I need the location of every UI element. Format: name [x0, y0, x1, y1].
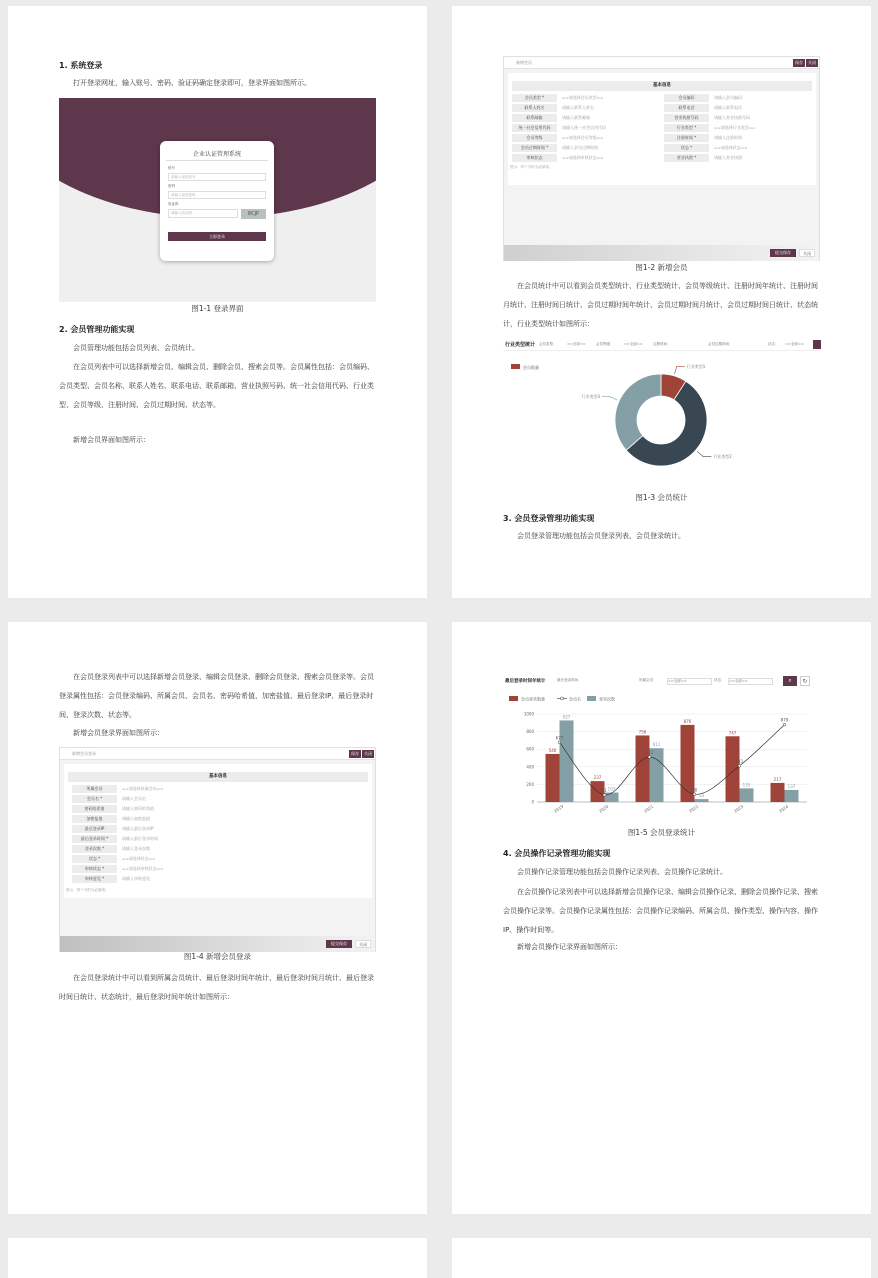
paragraph: 打开登录网址，输入账号、密码、验证码确定登录即可，登录界面如图所示。: [73, 79, 311, 87]
y-tick-label: 800: [526, 729, 534, 735]
line-point: [783, 723, 786, 726]
slice-label: 行业类型1: [686, 363, 706, 369]
form-field-input[interactable]: 请输入统一社会信用代码: [562, 125, 606, 130]
y-tick-label: 0: [531, 799, 534, 805]
bar-value-label: 756: [638, 729, 647, 735]
legend-marker: [561, 697, 564, 700]
line-point: [738, 764, 741, 767]
bar: [636, 735, 650, 802]
close-button[interactable]: 关闭: [364, 751, 372, 756]
form-field-input[interactable]: ==请选择所属会员==: [122, 786, 164, 791]
y-tick-label: 400: [526, 764, 534, 770]
bar-value-label: 611: [652, 742, 661, 748]
paragraph: 在会员列表中可以选择新增会员、编辑会员、删除会员、搜索会员等。会员属性包括：会员编码、会员类型、会员名称、联系人姓名、联系电话、联系邮箱、营业执照号码、统一社会信用代码、行业类型、会员等级、注册时间、会员过期时间、状态等。: [59, 363, 374, 409]
bar: [605, 793, 619, 802]
user-label: 账号: [168, 166, 175, 170]
line-point: [558, 741, 561, 744]
form-field-input[interactable]: ==请选择行业类型==: [714, 125, 756, 130]
bar-value-label: 546: [548, 747, 557, 753]
form-field-label: 联系邮箱: [512, 114, 557, 122]
breadcrumb: 新增会员: [516, 60, 532, 65]
bar-value-label: 876: [683, 718, 692, 724]
donut-slice: [615, 374, 661, 450]
paragraph: 会员操作记录管理功能包括会员操作记录列表、会员操作记录统计。: [517, 868, 727, 876]
heading-member-management: 2. 会员管理功能实现: [59, 325, 135, 334]
line-value-label: 677: [555, 735, 564, 741]
form-field-input[interactable]: ==请选择会员类型==: [562, 95, 604, 100]
paragraph: 会员登录管理功能包括会员登录列表、会员登录统计。: [517, 532, 685, 540]
slice-leader-line: [602, 397, 617, 400]
search-button[interactable]: [813, 340, 821, 349]
close-button[interactable]: 关闭: [808, 60, 816, 65]
section-title: 基本信息: [512, 81, 812, 91]
document-page-6: [452, 1238, 871, 1278]
form-field-input[interactable]: 请输入审核意见: [122, 876, 150, 881]
x-tick-label: 2021: [643, 803, 655, 814]
form-field-input[interactable]: 请输入会员名: [122, 796, 146, 801]
paragraph: 在会员登录统计中可以看到所属会员统计、最后登录时间年统计、最后登录时间月统计、最后登录时间日统计、状态统计，最后登录时间年统计如图所示：: [59, 974, 374, 1001]
form-field-label: 最后登录时间 *: [72, 835, 117, 843]
y-tick-label: 600: [526, 746, 534, 752]
line-value-label: 411: [735, 758, 744, 764]
paragraph: 在会员统计中可以看到会员类型统计、行业类型统计、会员等级统计、注册时间年统计、注册时间月统计、注册时间日统计、会员过期时间年统计、会员过期时间月统计、会员过期时间日统计、状态统计，行业类型统计如图所示：: [503, 282, 818, 328]
form-field-input[interactable]: ==请选择审核状态==: [562, 155, 604, 160]
login-button[interactable]: 立即登录: [168, 232, 266, 241]
figure-caption: 图1-3 会员统计: [635, 493, 688, 502]
form-note: 提示：带 * 号的为必填项。: [66, 888, 109, 892]
filter-label: 注册时间：: [653, 342, 671, 346]
slice-leader-line: [675, 366, 685, 374]
x-tick-label: 2019: [553, 803, 565, 814]
form-note: 提示：带 * 号的为必填项。: [510, 165, 553, 169]
submit-button[interactable]: 提交保存: [770, 249, 796, 257]
document-page-5: [8, 1238, 427, 1278]
form-field-input[interactable]: 请输入最后登录时间: [122, 836, 158, 841]
form-field-input[interactable]: 请输入登录次数: [122, 846, 150, 851]
x-tick-label: 2020: [598, 803, 610, 814]
save-button[interactable]: 保存: [795, 60, 803, 65]
legend-swatch: [509, 696, 518, 701]
save-button[interactable]: 保存: [351, 751, 359, 756]
line-value-label: 81: [601, 787, 608, 793]
close-form-button[interactable]: 关闭: [799, 249, 815, 257]
slice-leader-line: [697, 451, 711, 456]
form-field-input[interactable]: 请输入会员编码: [714, 95, 742, 100]
y-tick-label: 1000: [523, 711, 534, 717]
form-field-label: 密码哈希值: [72, 805, 117, 813]
line-value-label: 511: [645, 750, 654, 756]
captcha-input[interactable]: 请输入验证码: [168, 209, 238, 218]
form-field-label: 营业执照号码: [664, 114, 709, 122]
bar-value-label: 107: [607, 786, 616, 792]
refresh-icon[interactable]: ↻: [800, 676, 810, 686]
filter-label: 状态：: [714, 678, 725, 682]
form-field-input[interactable]: 请输入联系邮箱: [562, 115, 590, 120]
bar-value-label: 747: [728, 730, 737, 736]
form-field-input[interactable]: 请输入最后登录IP: [122, 826, 154, 831]
form-field-input[interactable]: 请输入联系电话: [714, 105, 742, 110]
bar-value-label: 927: [562, 714, 571, 720]
form-field-label: 状态 *: [72, 855, 117, 863]
filter-label: 会员等级：: [596, 342, 614, 346]
stats-title: 行业类型统计: [505, 342, 536, 348]
figure-caption: 图1-2 新增会员: [635, 263, 688, 272]
heading-operation-record: 4. 会员操作记录管理功能实现: [503, 849, 611, 858]
filter-label: 会员类型：: [539, 342, 557, 346]
paragraph: 新增会员登录界面如图所示：: [73, 729, 164, 737]
form-field-input[interactable]: ==请选择状态==: [122, 856, 156, 861]
form-field-label: 所属会员: [72, 785, 117, 793]
submit-button[interactable]: 提交保存: [326, 940, 352, 948]
form-field-input[interactable]: 请输入营业执照: [714, 155, 742, 160]
filter-label: 状态：: [768, 342, 779, 346]
form-field-label: 行业类型 *: [664, 124, 709, 132]
paragraph: 在会员登录列表中可以选择新增会员登录、编辑会员登录、删除会员登录、搜索会员登录等。会员登录属性包括：会员登录编码、所属会员、会员名、密码哈希值、加密盐值、最后登录IP、最后登录时间、登录次数、状态等。: [59, 673, 374, 719]
form-field-label: 最后登录IP: [72, 825, 117, 833]
document-page-4: [452, 622, 871, 1214]
username-input[interactable]: 请输入登录账号: [168, 173, 266, 181]
line-value-label: 88: [691, 787, 698, 793]
filter-select[interactable]: ==全部==: [667, 678, 712, 685]
form-field-label: 审核状态 *: [72, 865, 117, 873]
line-value-label: 879: [780, 717, 789, 723]
bar: [560, 720, 574, 802]
form-field-label: 营业执照 *: [664, 154, 709, 162]
document-page-2: [452, 6, 871, 598]
bar: [726, 736, 740, 802]
bar-value-label: 155: [742, 782, 751, 788]
paragraph: 新增会员界面如图所示：: [73, 436, 150, 444]
figure-caption: 图1-1 登录界面: [191, 304, 244, 313]
form-field-label: 注册时间 *: [664, 134, 709, 142]
form-field-input[interactable]: 请输入联系人姓名: [562, 105, 594, 110]
form-field-input[interactable]: 请输入注册时间: [714, 135, 742, 140]
legend-swatch: [587, 696, 596, 701]
stats-toolbar: [503, 674, 820, 688]
form-field-label: 审核意见 *: [72, 875, 117, 883]
form-field-label: 会员类型 *: [512, 94, 557, 102]
line-point: [693, 793, 696, 796]
stats-toolbar: [503, 339, 820, 351]
slice-label: 行业类型3: [581, 394, 601, 400]
form-field-label: 联系人姓名: [512, 104, 557, 112]
legend-label: 会员登录数量: [521, 696, 545, 702]
captcha-image[interactable]: 8CJP: [241, 209, 266, 219]
stats-title: 最后登录时间年统计: [505, 679, 546, 684]
form-field-input[interactable]: 请输入加密盐值: [122, 816, 150, 821]
paragraph: 新增会员操作记录界面如图所示：: [517, 943, 622, 951]
paragraph: 在会员操作记录列表中可以选择新增会员操作记录、编辑会员操作记录、删除会员操作记录、搜索会员操作记录等。会员操作记录属性包括：会员操作记录编码、所属会员、操作类型、操作内容、操作IP、操作时间等。: [503, 888, 818, 934]
slice-label: 行业类型2: [713, 454, 732, 460]
figure-caption: 图1-4 新增会员登录: [183, 952, 252, 961]
x-tick-label: 2024: [778, 803, 790, 814]
close-form-button[interactable]: 关闭: [355, 940, 371, 948]
x-tick-label: 2022: [688, 803, 700, 814]
form-field-label: 会员名 *: [72, 795, 117, 803]
bar: [740, 788, 754, 802]
password-label: 密码: [168, 184, 175, 188]
bar-value-label: 33: [698, 793, 705, 799]
x-tick-label: 2023: [733, 803, 745, 814]
form-field-label: 联系电话: [664, 104, 709, 112]
line-point: [603, 793, 606, 796]
form-field-input[interactable]: 请输入营业执照号码: [714, 115, 750, 120]
form-field-label: 加密盐值: [72, 815, 117, 823]
legend-label: 会员名: [569, 696, 581, 702]
login-screenshot: [59, 98, 376, 302]
legend-swatch: [511, 364, 520, 369]
legend-label: 登录次数: [599, 696, 615, 702]
document-page-3: [8, 622, 427, 1214]
member-industry-donut-chart: [503, 354, 820, 492]
form-field-label: 状态 *: [664, 144, 709, 152]
search-icon[interactable]: ⌕: [783, 676, 797, 686]
form-field-input[interactable]: 请输入密码哈希值: [122, 806, 154, 811]
line-point: [648, 756, 651, 759]
form-field-label: 会员编码: [664, 94, 709, 102]
document-page-1: [8, 6, 427, 598]
form-field-label: 统一社会信用代码: [512, 124, 557, 132]
filter-select[interactable]: ==全部==: [567, 342, 586, 346]
password-input[interactable]: 请输入登录密码: [168, 191, 266, 199]
captcha-label: 验证码: [168, 202, 179, 206]
bar: [785, 790, 799, 802]
bar: [546, 754, 560, 802]
section-title: 基本信息: [68, 772, 368, 782]
form-field-label: 审核状态: [512, 154, 557, 162]
filter-label: 最后登录时间：: [557, 678, 582, 682]
legend-label: 会员数量: [523, 365, 539, 370]
y-tick-label: 200: [526, 781, 534, 787]
form-field-input[interactable]: ==请选择会员等级==: [562, 135, 604, 140]
filter-label: 所属会员：: [639, 678, 657, 682]
add-member-login-screenshot: [59, 747, 376, 952]
bar: [650, 748, 664, 802]
filter-select[interactable]: ==全部==: [785, 342, 804, 346]
login-title: 企业认证管理系统: [192, 151, 241, 158]
form-field-input[interactable]: ==请选择状态==: [714, 145, 748, 150]
bar: [695, 799, 709, 802]
paragraph: 会员管理功能包括会员列表、会员统计。: [73, 344, 199, 352]
heading-system-login: 1. 系统登录: [59, 61, 103, 70]
heading-member-login: 3. 会员登录管理功能实现: [503, 514, 595, 523]
form-field-label: 会员等级: [512, 134, 557, 142]
form-field-label: 登录次数 *: [72, 845, 117, 853]
figure-caption: 图1-5 会员登录统计: [627, 828, 696, 837]
filter-select[interactable]: ==全部==: [624, 342, 643, 346]
add-member-screenshot: [503, 56, 820, 261]
login-card: [160, 141, 274, 261]
bar-value-label: 217: [773, 776, 782, 782]
filter-select[interactable]: ==全部==: [728, 678, 773, 685]
bar-value-label: 137: [787, 783, 796, 789]
form-field-input[interactable]: ==请选择审核状态==: [122, 866, 164, 871]
login-year-bar-chart: [503, 690, 820, 826]
bar-value-label: 237: [593, 775, 602, 781]
form-field-input[interactable]: 请输入会员过期时间: [562, 145, 598, 150]
form-field-label: 会员过期时间 *: [512, 144, 557, 152]
bar: [771, 783, 785, 802]
filter-label: 会员过期时间：: [708, 342, 733, 346]
breadcrumb: 新增会员登录: [72, 751, 96, 756]
